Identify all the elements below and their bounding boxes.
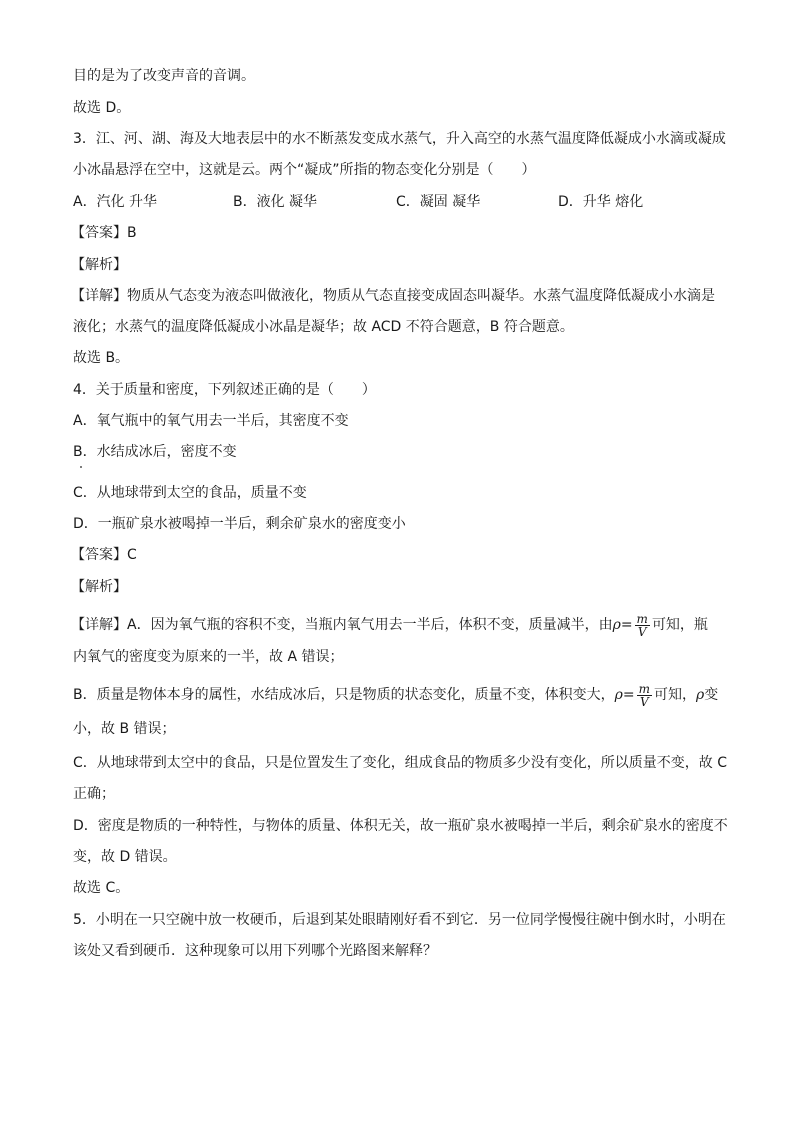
q4-detail-a-text: 【详解】A．因为氧气瓶的容积不变，当瓶内氧气用去一半后，体积不变，质量减半，由 [71, 617, 613, 633]
q4-detail-a [71, 612, 708, 638]
q4-answer: 【答案】C [71, 547, 137, 563]
q4-detail-c2: 正确； [73, 786, 115, 802]
q3-detail: 液化；水蒸气的温度降低凝成小冰晶是凝华；故 ACD 不符合题意，B 符合题意。 [73, 319, 574, 335]
q3-detail: 【详解】物质从气态变为液态叫做液化，物质从气态直接变成固态叫凝华。水蒸气温度降低凝成小水滴是 [71, 288, 715, 304]
q4-detail-b-text: B．质量是物体本身的属性，水结成冰后，只是物质的状态变化，质量不变，体积变大， [73, 687, 615, 703]
question-5-stem: 该处又看到硬币．这种现象可以用下列哪个光路图来解释？ [73, 943, 437, 959]
text-line: 目的是为了改变声音的音调。 [73, 68, 255, 84]
q4-detail-a-tail: 可知，瓶 [651, 617, 708, 633]
rho-symbol: ρ [614, 687, 623, 703]
q4-detail-b [73, 682, 718, 708]
equals-sign: = [620, 617, 633, 633]
q4-detail-a2: 内氧气的密度变为原来的一半，故 A 错误； [73, 649, 344, 665]
fraction-denominator: V [637, 624, 647, 639]
equals-sign: = [622, 687, 635, 703]
density-fraction [637, 683, 652, 708]
q4-option-c: C．从地球带到太空的食品，质量不变 [73, 485, 307, 501]
q4-detail-b-tail2: 变 [704, 687, 719, 703]
density-fraction [635, 613, 650, 638]
q4-detail-d: D．密度是物质的一种特性，与物体的质量、体积无关，故一瓶矿泉水被喝掉一半后，剩余矿泉水的密度不 [73, 818, 728, 834]
q3-option-c: C．凝固 凝华 [396, 194, 481, 210]
rho-symbol: ρ [695, 687, 705, 703]
q4-choose: 故选 C。 [73, 880, 130, 896]
stray-dot [80, 466, 82, 468]
rho-symbol: ρ [612, 617, 621, 633]
q4-analysis-label: 【解析】 [71, 579, 127, 595]
q3-choose: 故选 B。 [73, 350, 130, 366]
q4-detail-c: C．从地球带到太空中的食品，只是位置发生了变化，组成食品的物质多少没有变化，所以质量不变，故 C [73, 755, 727, 771]
fraction-denominator: V [639, 694, 649, 709]
fraction-numerator: m [638, 681, 650, 696]
q4-option-b: B．水结成冰后，密度不变 [73, 444, 237, 460]
q3-option-d: D．升华 熔化 [558, 194, 644, 210]
question-4-stem: 4．关于质量和密度，下列叙述正确的是（ ） [73, 382, 376, 398]
question-3-stem: 小冰晶悬浮在空中，这就是云。两个“凝成”所指的物态变化分别是（ ） [73, 162, 536, 178]
q3-answer: 【答案】B [71, 225, 137, 241]
q4-detail-d2: 变，故 D 错误。 [73, 849, 177, 865]
q4-detail-b-tail: 可知， [653, 687, 696, 703]
q3-analysis-label: 【解析】 [71, 257, 127, 273]
q4-option-a: A．氧气瓶中的氧气用去一半后，其密度不变 [73, 413, 349, 429]
fraction-numerator: m [636, 611, 648, 626]
text-line: 故选 D。 [73, 100, 131, 116]
q3-option-b: B．液化 凝华 [233, 194, 318, 210]
q4-detail-b2: 小，故 B 错误； [73, 721, 176, 737]
question-5-stem: 5．小明在一只空碗中放一枚硬币，后退到某处眼睛刚好看不到它．另一位同学慢慢往碗中倒水时，小明在 [73, 912, 726, 928]
q3-option-a: A．汽化 升华 [73, 194, 158, 210]
q4-option-d: D．一瓶矿泉水被喝掉一半后，剩余矿泉水的密度变小 [73, 516, 406, 532]
question-3-stem: 3．江、河、湖、海及大地表层中的水不断蒸发变成水蒸气，升入高空的水蒸气温度降低凝成小水滴或凝成 [73, 131, 726, 147]
